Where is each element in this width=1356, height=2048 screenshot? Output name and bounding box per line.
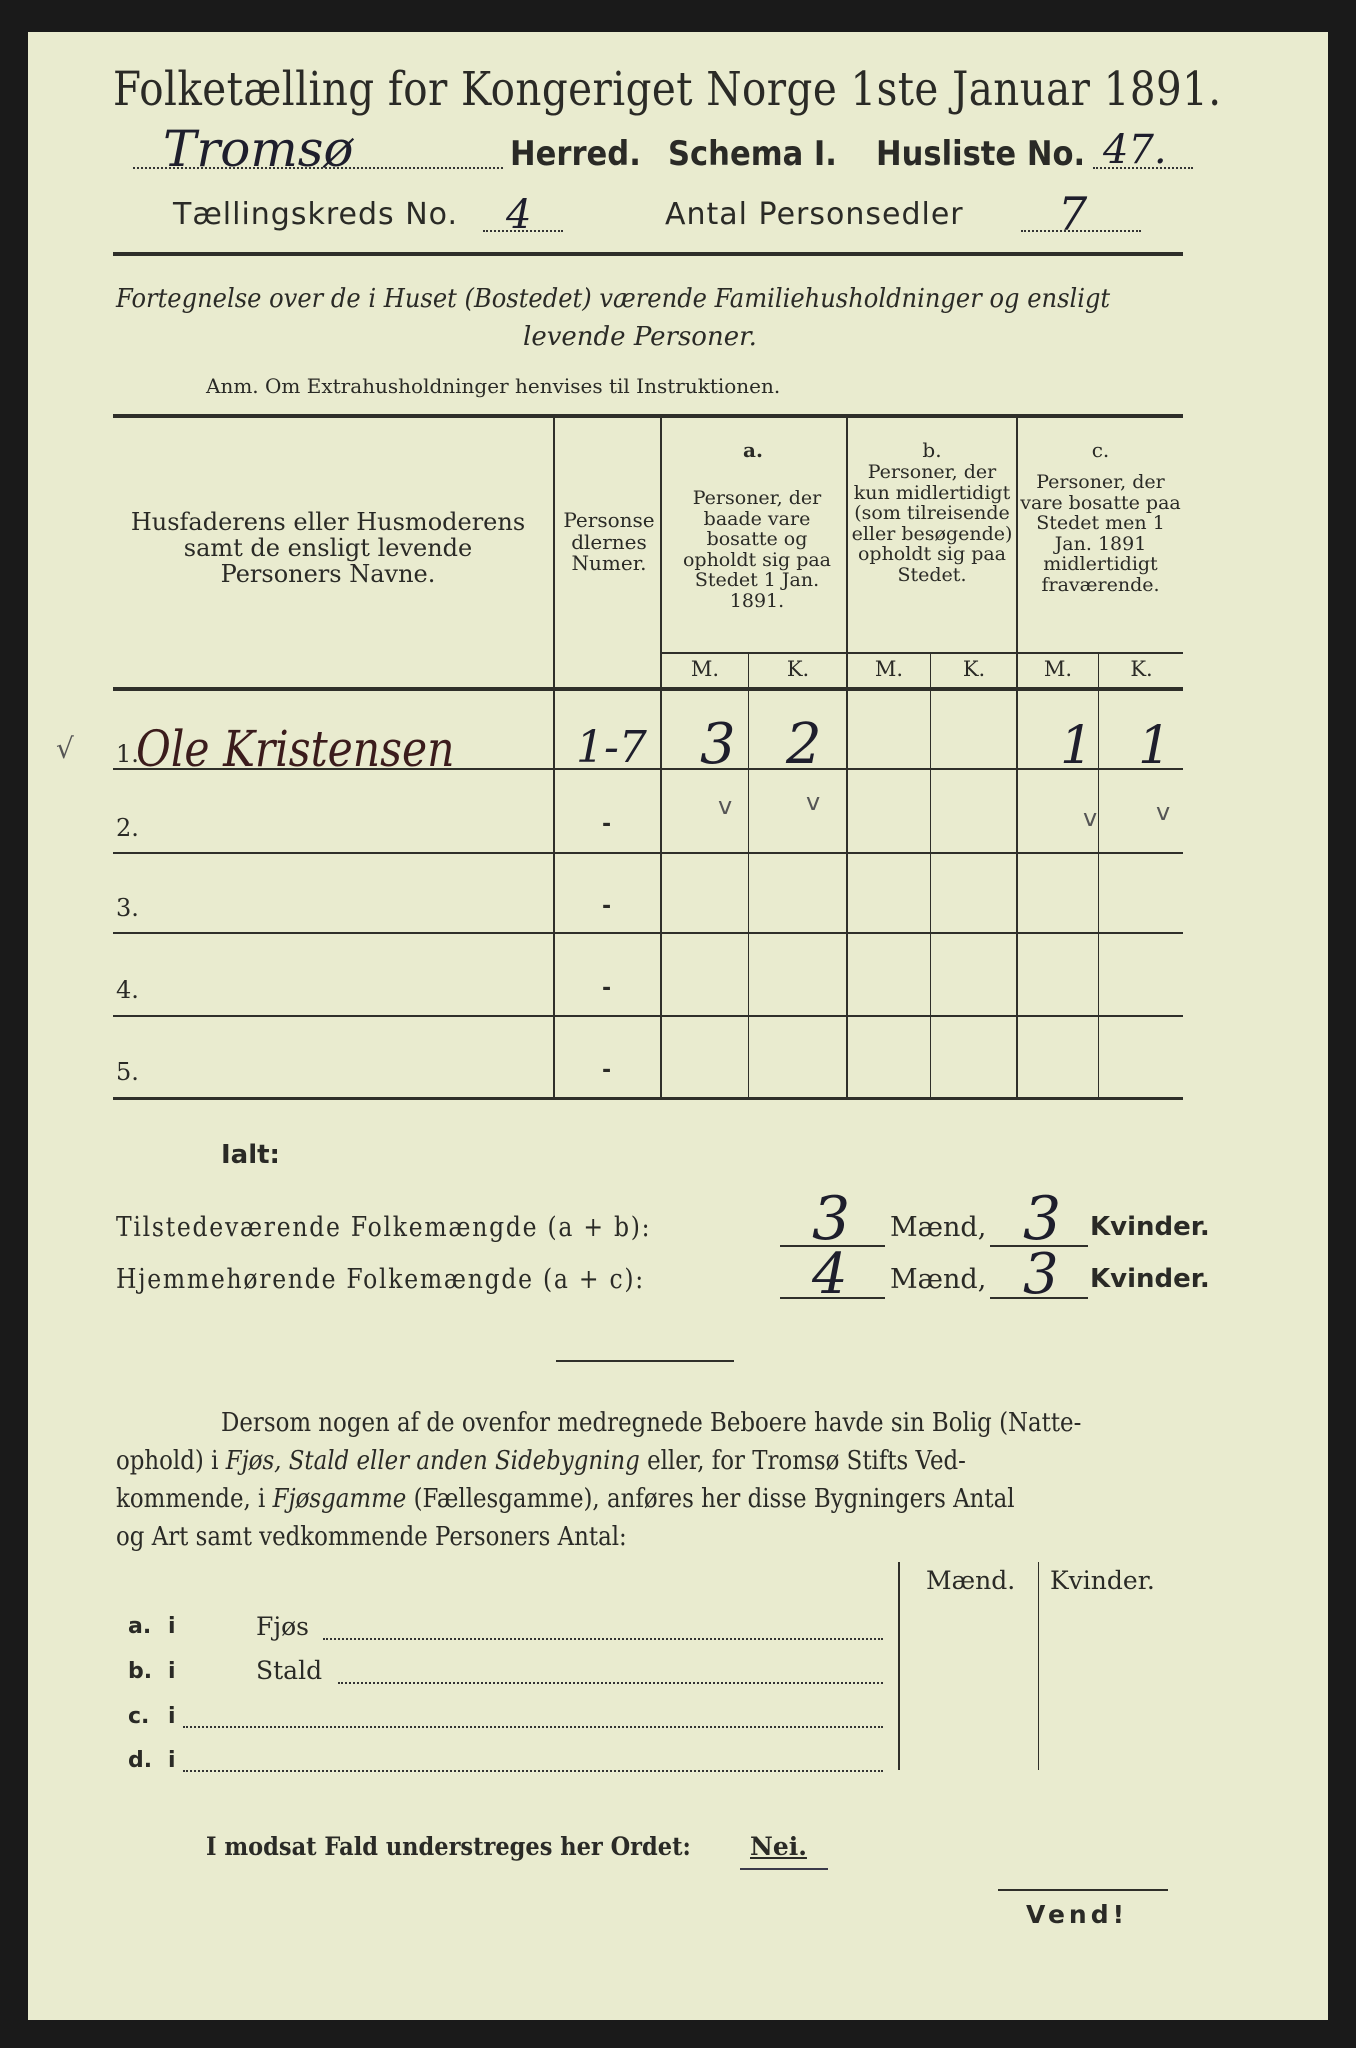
tilstede-label: Tilstedeværende Folkemængde (a + b): (116, 1212, 652, 1243)
row-1-a-m: 3 (700, 712, 736, 777)
antal-value: 7 (1058, 187, 1088, 241)
form-title: Folketælling for Kongeriget Norge 1ste Januar 1891. (113, 62, 1222, 117)
kreds-label: Tællingskreds No. (173, 197, 458, 232)
hjemme-k-value: 3 (1023, 1242, 1059, 1307)
col-b-k-label: K. (962, 657, 986, 681)
paragraph-3a: kommende, i (116, 1484, 273, 1514)
col-header-c: Personer, der vare bosatte paa Stedet men 1 Jan. 1891 midlertidigt fraværende. (1020, 471, 1181, 596)
row-1-name: Ole Kristensen (136, 720, 455, 778)
mk-subheader-rule (661, 652, 1183, 654)
buildings-kvinder-header: Kvinder. (1050, 1566, 1155, 1595)
row-5-numer: - (602, 1058, 612, 1083)
buildings-col-rule-right (1038, 1562, 1039, 1770)
row-3-number: 3. (116, 894, 139, 922)
col-rule-a-mk (748, 654, 749, 1098)
row-5-number: 5. (116, 1058, 139, 1086)
col-rule-c-mk (1098, 654, 1099, 1098)
row-rule-4 (113, 1015, 1183, 1017)
col-c-k-label: K. (1130, 657, 1153, 681)
item-d-letter: d. (128, 1748, 153, 1773)
instruction-note: Anm. Om Extrahusholdninger henvises til Instruktionen. (206, 374, 781, 398)
row-2-c-m-tick: v (1083, 804, 1098, 832)
row-1-number: 1. (116, 740, 139, 768)
table-top-rule (113, 414, 1183, 418)
nei-underline-stroke (740, 1868, 828, 1870)
item-b-dots (338, 1682, 883, 1684)
modsat-text: I modsat Fald understreges her Ordet: (206, 1832, 691, 1861)
item-c-dots (183, 1726, 883, 1728)
hjemme-kvinder: Kvinder. (1090, 1264, 1210, 1294)
intro-line-1: Fortegnelse over de i Huset (Bostedet) værende Familiehusholdninger og ensligt (116, 284, 1111, 314)
intro-line-2: levende Personer. (523, 322, 757, 352)
row-2-number: 2. (116, 814, 139, 842)
ialt-label: Ialt: (221, 1140, 280, 1170)
row-2-numer: - (602, 812, 612, 837)
row-4-number: 4. (116, 976, 139, 1004)
col-header-a: Personer, der baade vare bosatte og opholdt sig paa Stedet 1 Jan. 1891. (682, 487, 832, 612)
herred-label: Herred. (510, 134, 641, 174)
review-check-mark: √ (56, 732, 74, 765)
col-rule-numer (660, 416, 662, 1098)
row-4-numer: - (602, 976, 612, 1001)
item-b-letter: b. (128, 1659, 153, 1684)
row-1-numer: 1-7 (576, 722, 647, 773)
tilstede-maend: Mænd, (890, 1212, 987, 1243)
item-a-dots (323, 1638, 883, 1640)
row-rule-3 (113, 932, 1183, 934)
buildings-paragraph-line-3 (116, 1484, 1015, 1514)
table-bottom-rule (113, 1097, 1183, 1100)
col-c-m-label: M. (1043, 657, 1073, 681)
col-header-c-letter: c. (1091, 438, 1110, 462)
paragraph-3c: (Fællesgamme), anføres her disse Bygningers Antal (406, 1484, 1015, 1514)
col-header-b: Personer, der kun midlertidigt (som tilreisende eller besøgende) opholdt sig paa Stedet. (851, 461, 1013, 586)
item-c-letter: c. (128, 1704, 150, 1729)
item-c-prep: i (168, 1704, 176, 1729)
husliste-label: Husliste No. (876, 134, 1086, 174)
hjemme-m-value: 4 (812, 1242, 848, 1307)
col-a-m-label: M. (690, 657, 720, 681)
row-1-c-k: 1 (1138, 716, 1172, 776)
item-b-prep: i (168, 1659, 176, 1684)
buildings-paragraph-line-4: og Art samt vedkommende Personers Antal: (116, 1522, 627, 1552)
col-header-numer: Personsedlernes Numer. (563, 508, 655, 576)
row-1-a-k: 2 (786, 712, 822, 777)
col-rule-names (553, 416, 555, 1098)
husliste-value: 47. (1103, 127, 1167, 173)
item-a-prep: i (168, 1614, 176, 1639)
vend-label: Vend! (1026, 1900, 1129, 1929)
col-b-m-label: M. (874, 657, 904, 681)
col-rule-b-mk (930, 654, 931, 1098)
row-3-numer: - (602, 894, 612, 919)
paragraph-3b: Fjøsgamme (272, 1484, 407, 1514)
section-divider (556, 1360, 734, 1362)
item-d-dots (183, 1770, 883, 1772)
antal-label: Antal Personsedler (665, 197, 964, 232)
kreds-value: 4 (506, 192, 532, 238)
item-d-prep: i (168, 1748, 176, 1773)
table-header-rule (113, 687, 1183, 691)
hjemme-label: Hjemmehørende Folkemængde (a + c): (116, 1264, 645, 1295)
col-header-b-letter: b. (922, 438, 942, 462)
row-1-c-m: 1 (1060, 716, 1094, 776)
vend-rule (998, 1889, 1168, 1891)
item-a-letter: a. (128, 1614, 152, 1639)
item-a-label: Fjøs (256, 1612, 309, 1641)
paragraph-2b: Fjøs, Stald eller anden Sidebygning (225, 1446, 640, 1476)
item-b-label: Stald (256, 1656, 323, 1685)
tilstede-kvinder: Kvinder. (1090, 1212, 1210, 1242)
header-rule (113, 252, 1183, 256)
row-rule-2 (113, 852, 1183, 854)
buildings-paragraph-line-1: Dersom nogen af de ovenfor medregnede Beboere havde sin Bolig (Natte- (221, 1408, 1082, 1438)
buildings-paragraph-line-2 (116, 1446, 966, 1476)
col-header-names: Husfaderens eller Husmoderens samt de ensligt levende Personers Navne. (130, 508, 526, 588)
nei-word: Nei. (750, 1832, 807, 1861)
herred-value: Tromsø (163, 120, 354, 178)
tilstede-k-value: 3 (1023, 1184, 1062, 1254)
row-2-c-k-tick: v (1156, 798, 1171, 826)
buildings-maend-header: Mænd. (926, 1566, 1016, 1595)
hjemme-maend: Mænd, (890, 1264, 987, 1295)
paragraph-2c: eller, for Tromsø Stifts Ved- (639, 1446, 966, 1476)
tilstede-m-value: 3 (812, 1184, 851, 1254)
census-form-sheet (28, 32, 1328, 2020)
row-2-a-m-tick: v (718, 792, 733, 820)
buildings-col-rule-left (898, 1562, 900, 1770)
col-a-k-label: K. (786, 657, 810, 681)
col-header-a-letter: a. (743, 438, 763, 462)
row-2-a-k-tick: v (806, 788, 821, 816)
paragraph-2a: ophold) i (116, 1446, 226, 1476)
schema-label: Schema I. (668, 134, 837, 174)
